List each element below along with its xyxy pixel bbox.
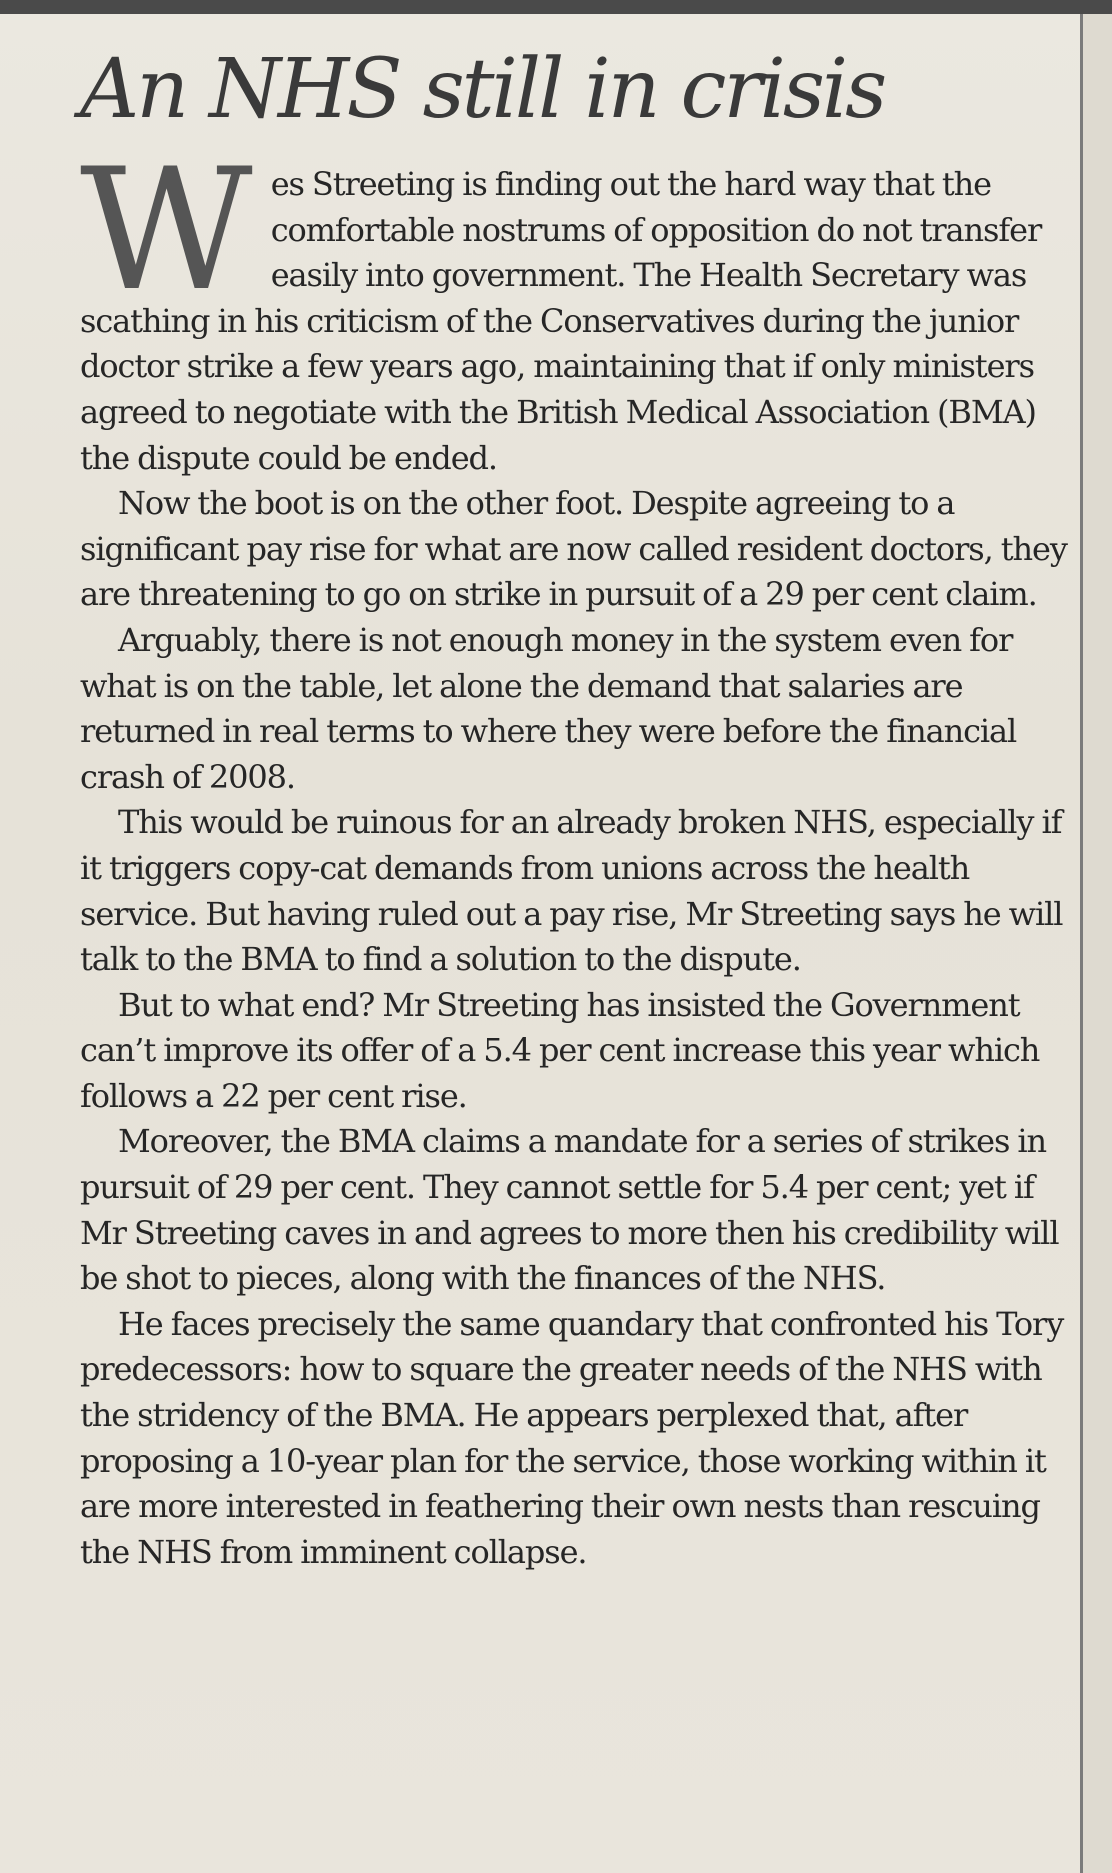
- paragraph-4: This would be ruinous for an already broken NHS, especially if it triggers copy-cat demands from unions across the health service. But having ruled out a pay rise, Mr Streeting says he will talk to the BMA to find a solution to the dispute.: [80, 803, 1063, 979]
- paragraph-6: Moreover, the BMA claims a mandate for a series of strikes in pursuit of 29 per cent. They cannot settle for 5.4 per cent; yet if Mr Streeting caves in and agrees to more then his credibility will be shot to pieces, along with the finances of the NHS.: [80, 1122, 1059, 1298]
- paragraph-7: He faces precisely the same quandary that confronted his Tory predecessors: how to square the greater needs of the NHS with the stridency of the BMA. He appears perplexed that, after proposing a 10-year plan for the service, those working within it are more interested in feathering their own nests than rescuing the NHS from imminent collapse.: [80, 1304, 1064, 1571]
- adjacent-column-edge: [1083, 14, 1112, 1873]
- headline: An NHS still in crisis: [80, 42, 885, 137]
- paragraph-1-text: es Streeting is finding out the hard way that the comfortable nostrums of opposition do not transfer easily into government. The Health Secretary was scathing in his criticism of the Conservatives during the junior doctor strike a few years ago, maintaining that if only ministers agreed to negotiate with the British Medical Association (BMA) the dispute could be ended.: [80, 165, 1042, 477]
- paragraph-2: Now the boot is on the other foot. Despite agreeing to a significant pay rise for what are now called resident doctors, they are threatening to go on strike in pursuit of a 29 per cent claim.: [80, 484, 1067, 614]
- top-rule: [0, 0, 1112, 14]
- paragraph-5: But to what end? Mr Streeting has insisted the Government can’t improve its offer of a 5.4 per cent increase this year which follows a 22 per cent rise.: [80, 985, 1040, 1115]
- article: [80, 30, 1070, 1575]
- article-body: [80, 132, 1070, 1575]
- paragraph-1: [80, 132, 1070, 481]
- paragraph-3: Arguably, there is not enough money in the system even for what is on the table, let alone the demand that salaries are returned in real terms to where they were before the financial crash of 2008.: [80, 620, 1017, 796]
- drop-cap: W: [80, 132, 249, 328]
